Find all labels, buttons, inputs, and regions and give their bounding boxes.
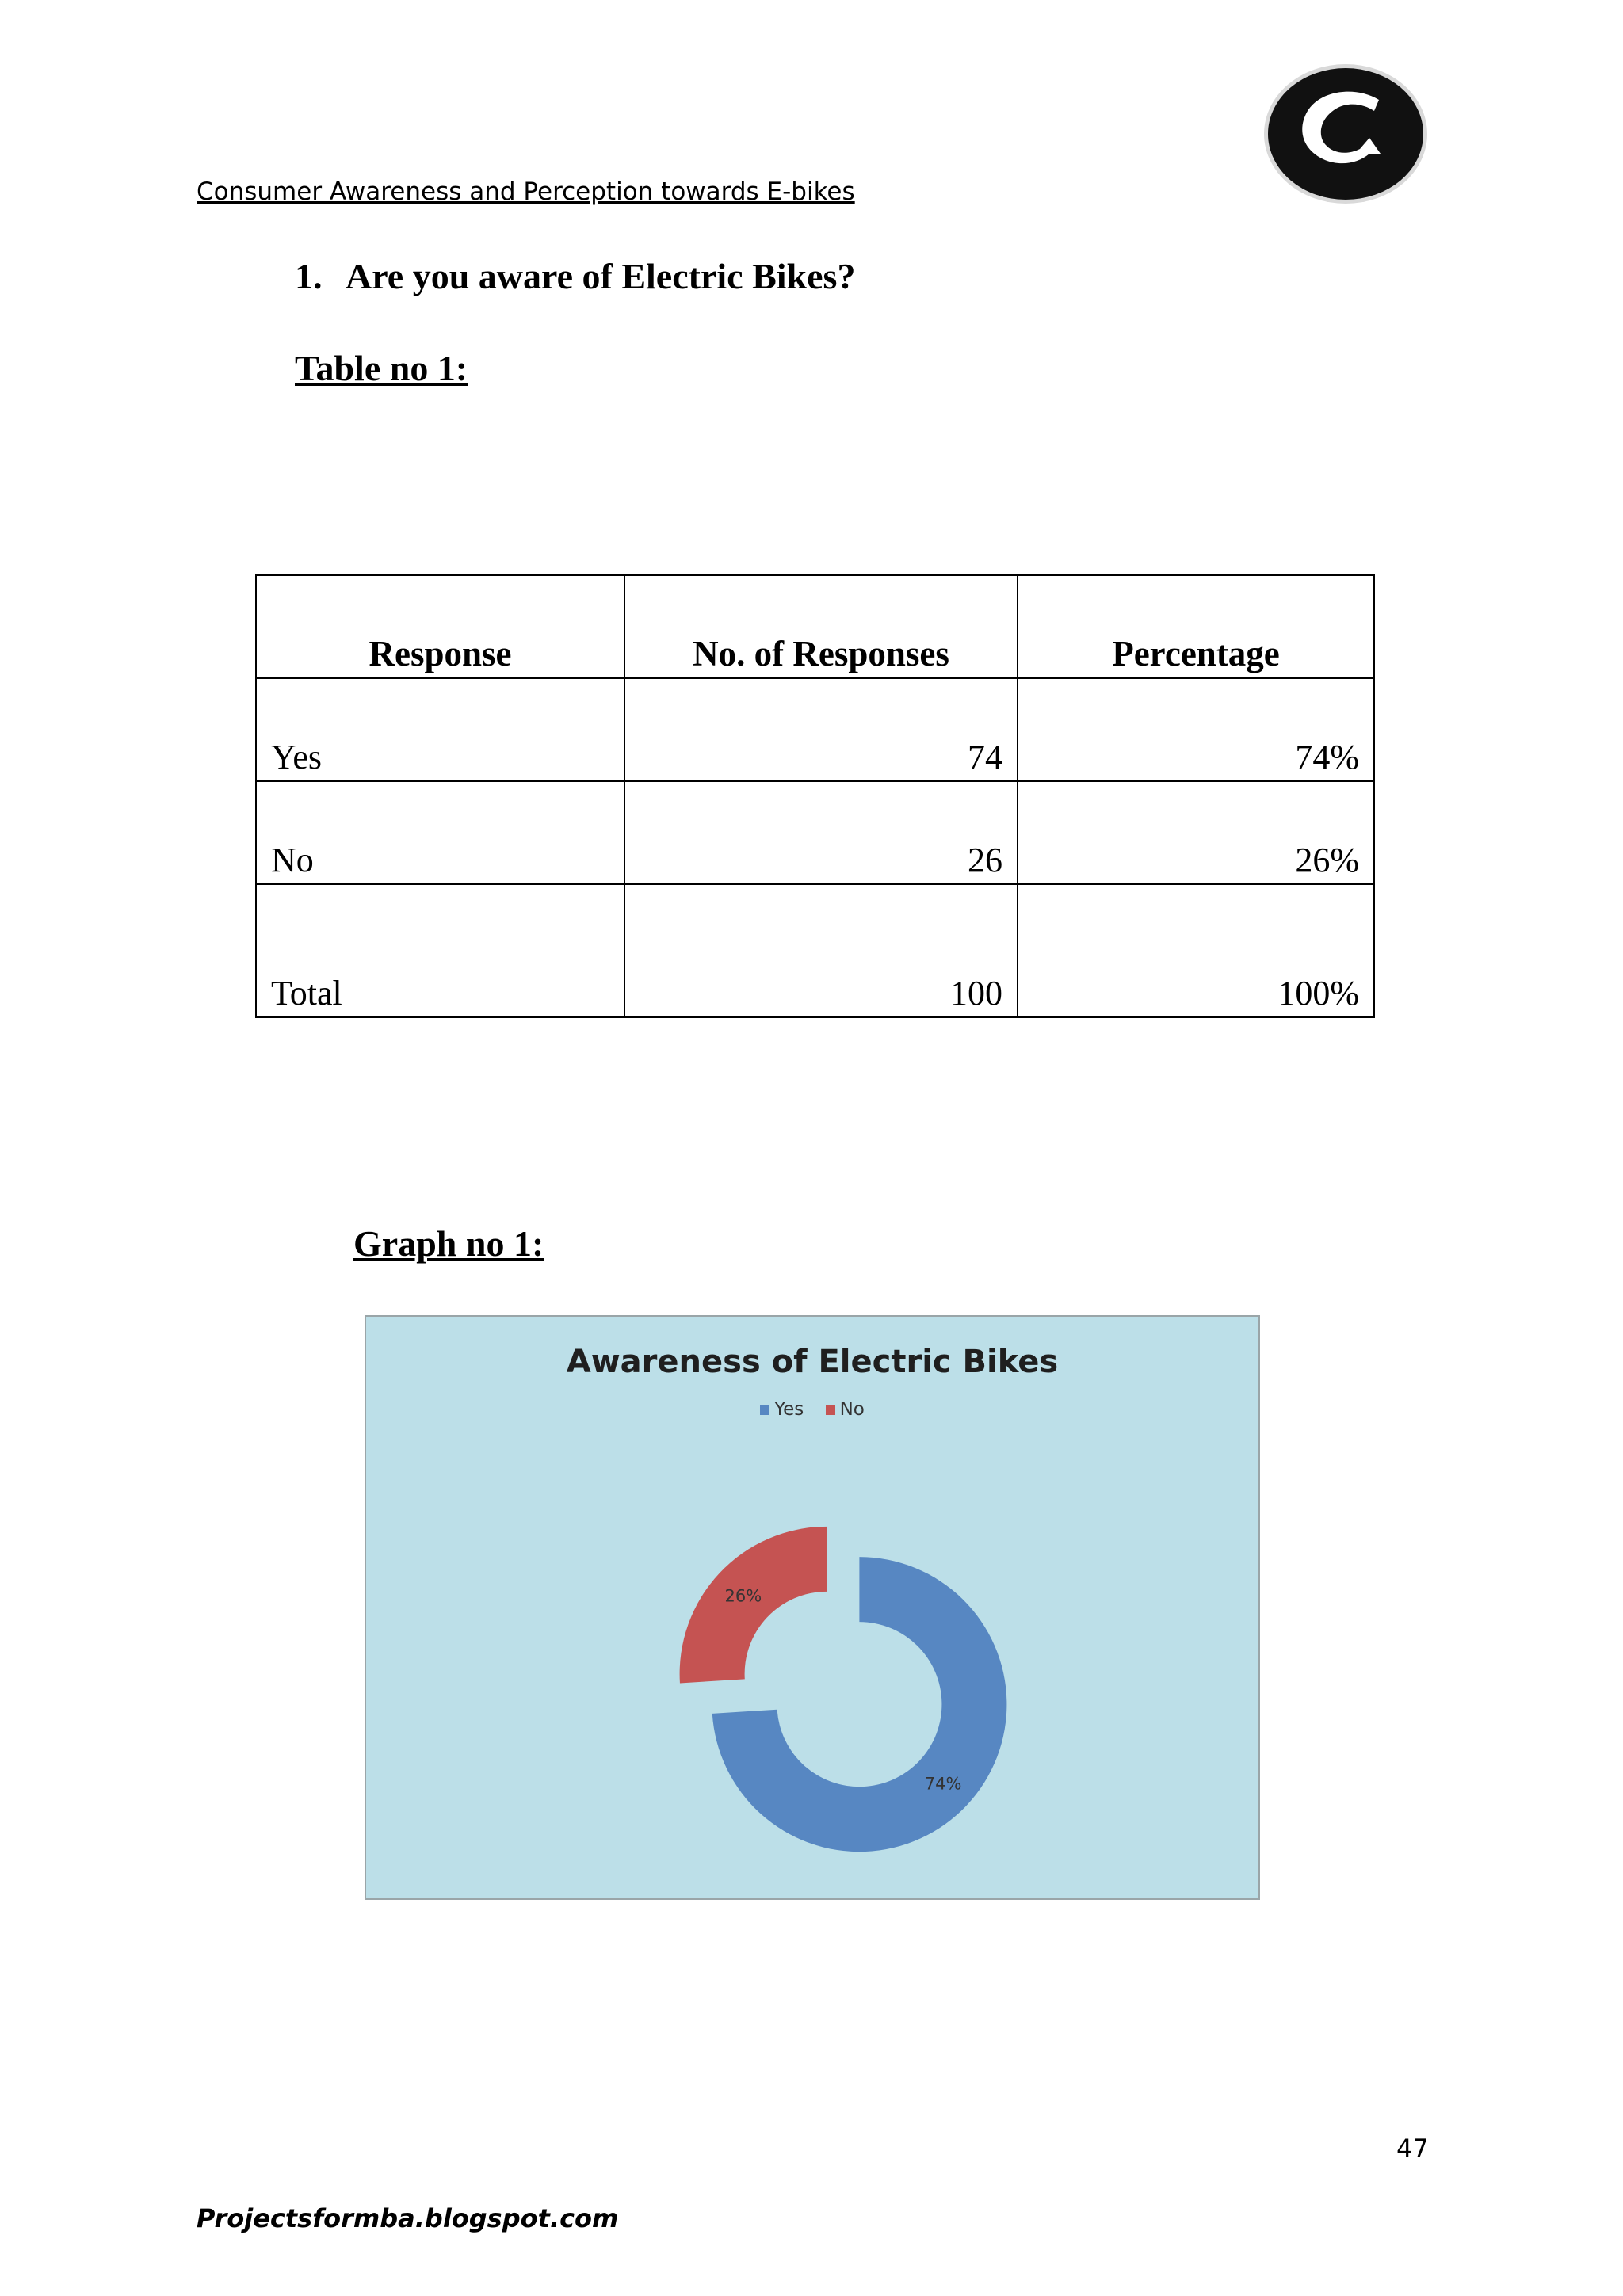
table-row <box>256 781 1374 884</box>
column-header: Percentage <box>1018 575 1374 678</box>
table-header-row <box>256 575 1374 678</box>
doughnut-chart <box>366 1317 1258 1898</box>
chart-area <box>365 1315 1260 1900</box>
table-row-total <box>256 884 1374 1017</box>
data-label-no: 26% <box>724 1586 762 1606</box>
footer-text: Projectsformba.blogspot.com <box>197 2203 619 2233</box>
chart-title: Awareness of Electric Bikes <box>566 1344 1059 1380</box>
table-row <box>256 678 1374 781</box>
table-cell: 100% <box>1018 884 1374 1017</box>
table-cell: 100 <box>624 884 1018 1017</box>
table-caption: Table no 1: <box>295 348 468 388</box>
table-cell: No <box>256 781 624 884</box>
column-header: No. of Responses <box>624 575 1018 678</box>
legend-label: Yes <box>774 1399 804 1420</box>
publisher-logo <box>1262 62 1430 206</box>
legend-label: No <box>839 1399 865 1420</box>
question-text: Are you aware of Electric Bikes? <box>346 256 856 296</box>
response-table <box>255 574 1375 1018</box>
table-cell: Total <box>256 884 624 1017</box>
table-cell: 26 <box>624 781 1018 884</box>
table-cell: 74 <box>624 678 1018 781</box>
question-heading <box>295 255 855 297</box>
table-cell: 74% <box>1018 678 1374 781</box>
running-header: Consumer Awareness and Perception towards E-bikes <box>197 177 855 206</box>
table-cell: Yes <box>256 678 624 781</box>
question-number: 1. <box>295 256 323 296</box>
graph-caption: Graph no 1: <box>353 1223 544 1264</box>
table-cell: 26% <box>1018 781 1374 884</box>
data-label-yes: 74% <box>924 1774 962 1794</box>
page-number: 47 <box>1396 2134 1429 2164</box>
column-header: Response <box>256 575 624 678</box>
